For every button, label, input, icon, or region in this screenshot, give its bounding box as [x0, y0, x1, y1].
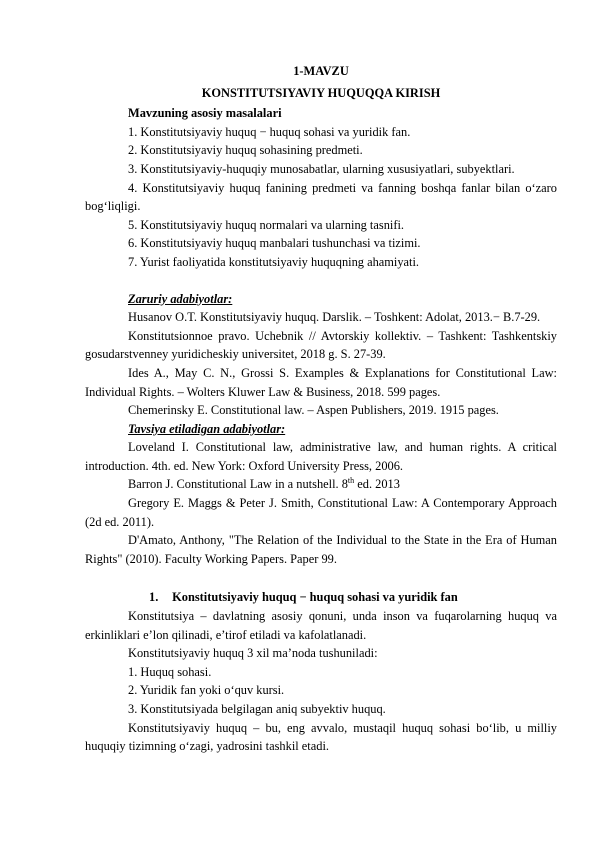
section-title: Konstitutsiyaviy huquq − huquq sohasi va yuridik fan	[172, 590, 458, 605]
page-content	[85, 62, 557, 756]
section-paragraph: 2. Yuridik fan yoki o‘quv kursi.	[128, 683, 285, 698]
topic-title: KONSTITUTSIYAVIY HUQUQQA KIRISH	[201, 85, 441, 100]
issue-item-4: 4. Konstitutsiyaviy huquq fanining predmeti va fanning boshqa fanlar bilan o‘zaro bog‘liqligi.	[85, 180, 557, 214]
recommended-literature-item: Loveland I. Constitutional law, administrative law, and human rights. A critical introduction. 4th. ed. New York: Oxford University Press, 2006.	[85, 440, 557, 473]
section-paragraph: 1. Huquq sohasi.	[128, 664, 212, 679]
required-literature-item: Konstitutsionnoe pravo. Uchebnik // Avtorskiy kollektiv. – Tashkent: Tashkentskiy gosudarstvenney yuridicheskiy universitet, 2018 g. S. 27-39.	[85, 328, 557, 362]
required-literature-item: Ides A., May C. N., Grossi S. Examples & Explanations for Constitutional Law: Individual Rights. – Wolters Kluwer Law & Business, 2018. 599 pages.	[85, 365, 557, 399]
section-paragraph: 3. Konstitutsiyada belgilagan aniq subyektiv huquq.	[128, 702, 386, 716]
section-number: 1.	[149, 590, 159, 605]
issue-item-7: 7. Yurist faoliyatida konstitutsiyaviy huquqning ahamiyati.	[128, 254, 420, 269]
section-paragraph: Konstitutsiyaviy huquq – bu, eng avvalo, mustaqil huquq sohasi bo‘lib, u milliy huquqiy tizimning o‘zagi, yadrosini tashkil etadi.	[85, 720, 557, 754]
spacer	[85, 568, 557, 586]
issue-item-5: 5. Konstitutsiyaviy huquq normalari va ularning tasnifi.	[128, 217, 404, 232]
section-paragraph: Konstitutsiya – davlatning asosiy qonuni, unda inson va fuqarolarning huquq va erkinliklari e’lon qilinadi, e’tirof etiladi va kafolatlanadi.	[85, 609, 557, 642]
section-heading	[85, 588, 557, 607]
recommended-literature-item: D'Amato, Anthony, "The Relation of the Individual to the State in the Era of Human Rights" (2010). Faculty Working Papers. Paper 99.	[85, 533, 557, 566]
issue-item-1: 1. Konstitutsiyaviy huquq − huquq sohasi va yuridik fan.	[128, 124, 411, 139]
recommended-literature-item: Gregory E. Maggs & Peter J. Smith, Constitutional Law: A Contemporary Approach (2d ed. 2011).	[85, 496, 557, 529]
barron-text-end: ed. 2013	[354, 477, 400, 492]
section-paragraph: Konstitutsiyaviy huquq 3 xil ma’noda tushuniladi:	[128, 646, 378, 661]
recommended-literature-item-barron	[85, 475, 557, 494]
spacer	[85, 272, 557, 290]
issue-item-3: 3. Konstitutsiyaviy-huquqiy munosabatlar, ularning xususiyatlari, subyektlari.	[128, 161, 515, 176]
required-literature-item: Husanov O.T. Konstitutsiyaviy huquq. Darslik. – Toshkent: Adolat, 2013.− B.7-29.	[128, 310, 541, 325]
barron-superscript: th	[347, 476, 355, 486]
barron-text: Barron J. Constitutional Law in a nutshell. 8	[128, 477, 348, 492]
required-literature-heading: Zaruriy adabiyotlar:	[128, 291, 233, 306]
required-literature-item: Chemerinsky E. Constitutional law. – Aspen Publishers, 2019. 1915 pages.	[128, 403, 499, 418]
issue-item-6: 6. Konstitutsiyaviy huquq manbalari tushunchasi va tizimi.	[128, 236, 421, 251]
topic-number: 1-MAVZU	[293, 64, 349, 78]
issues-heading: Mavzuning asosiy masalalari	[128, 106, 282, 121]
issue-item-2: 2. Konstitutsiyaviy huquq sohasining predmeti.	[128, 143, 363, 158]
recommended-literature-heading: Tavsiya etiladigan adabiyotlar:	[128, 421, 286, 436]
